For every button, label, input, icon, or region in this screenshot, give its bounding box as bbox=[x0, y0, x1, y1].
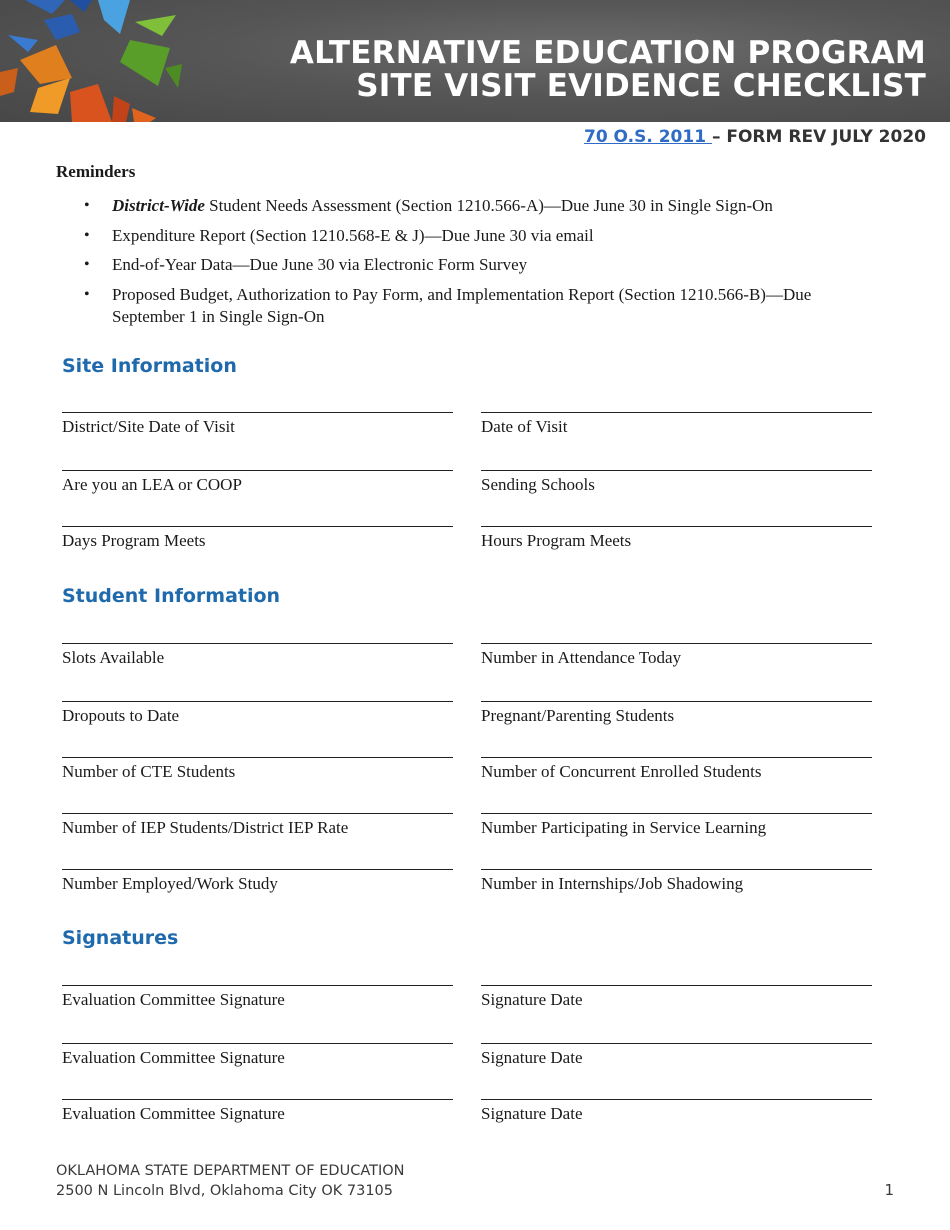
signature-line-field[interactable]: Hours Program Meets bbox=[481, 526, 872, 551]
form-revision bbox=[584, 127, 926, 147]
reminder-item: • Proposed Budget, Authorization to Pay Form, and Implementation Report (Section 1210.566-B)—Due September 1 in Single Sign-On bbox=[84, 284, 864, 328]
reminder-emphasis: District-Wide bbox=[112, 196, 205, 215]
student-information-heading: Student Information bbox=[62, 585, 281, 607]
footer bbox=[56, 1162, 405, 1201]
signatures-heading: Signatures bbox=[62, 927, 179, 949]
footer-address: 2500 N Lincoln Blvd, Oklahoma City OK 73105 bbox=[56, 1182, 394, 1199]
signature-line-field[interactable]: Evaluation Committee Signature bbox=[62, 985, 453, 1010]
signature-line-field[interactable]: Signature Date bbox=[481, 1099, 872, 1124]
signature-line-field[interactable]: Signature Date bbox=[481, 1043, 872, 1068]
page-header bbox=[0, 0, 950, 122]
reminder-item: • District-Wide Student Needs Assessment (Section 1210.566-A)—Due June 30 in Single Sign-On bbox=[84, 195, 864, 217]
signature-line-field[interactable]: Pregnant/Parenting Students bbox=[481, 701, 872, 726]
site-information-heading: Site Information bbox=[62, 355, 237, 377]
signature-line-field[interactable]: Slots Available bbox=[62, 643, 453, 668]
signature-line-field[interactable]: Days Program Meets bbox=[62, 526, 453, 551]
signature-line-field[interactable]: Number of Concurrent Enrolled Students bbox=[481, 757, 872, 782]
signature-line-field[interactable]: Date of Visit bbox=[481, 412, 872, 437]
reminder-item: • Expenditure Report (Section 1210.568-E & J)—Due June 30 via email bbox=[84, 225, 864, 247]
form-rev-label: – FORM REV JULY 2020 bbox=[711, 127, 926, 147]
page-number: 1 bbox=[884, 1181, 894, 1199]
signature-line-field[interactable]: Number Employed/Work Study bbox=[62, 869, 453, 894]
reminders-title: Reminders bbox=[56, 162, 136, 181]
signature-line-field[interactable]: Dropouts to Date bbox=[62, 701, 453, 726]
footer-org: OKLAHOMA STATE DEPARTMENT OF EDUCATION bbox=[56, 1163, 405, 1179]
signature-line-field[interactable]: Signature Date bbox=[481, 985, 872, 1010]
signature-line-field[interactable]: Number of CTE Students bbox=[62, 757, 453, 782]
signature-line-field[interactable]: District/Site Date of Visit bbox=[62, 412, 453, 437]
title-line-1: ALTERNATIVE EDUCATION PROGRAM bbox=[289, 35, 926, 71]
statute-link[interactable]: 70 O.S. 2011 bbox=[583, 127, 712, 147]
signature-line-field[interactable]: Evaluation Committee Signature bbox=[62, 1043, 453, 1068]
reminder-item: • End-of-Year Data—Due June 30 via Electronic Form Survey bbox=[84, 254, 864, 276]
signature-line-field[interactable]: Number in Internships/Job Shadowing bbox=[481, 869, 872, 894]
signature-line-field[interactable]: Number Participating in Service Learning bbox=[481, 813, 872, 838]
signature-line-field[interactable]: Evaluation Committee Signature bbox=[62, 1099, 453, 1124]
document-title bbox=[290, 37, 926, 103]
title-line-2: SITE VISIT EVIDENCE CHECKLIST bbox=[356, 68, 926, 104]
reminders-list bbox=[84, 195, 864, 335]
signature-line-field[interactable]: Are you an LEA or COOP bbox=[62, 470, 453, 495]
signature-line-field[interactable]: Number in Attendance Today bbox=[481, 643, 872, 668]
star-logo-icon bbox=[0, 0, 200, 122]
signature-line-field[interactable]: Number of IEP Students/District IEP Rate bbox=[62, 813, 453, 838]
signature-line-field[interactable]: Sending Schools bbox=[481, 470, 872, 495]
